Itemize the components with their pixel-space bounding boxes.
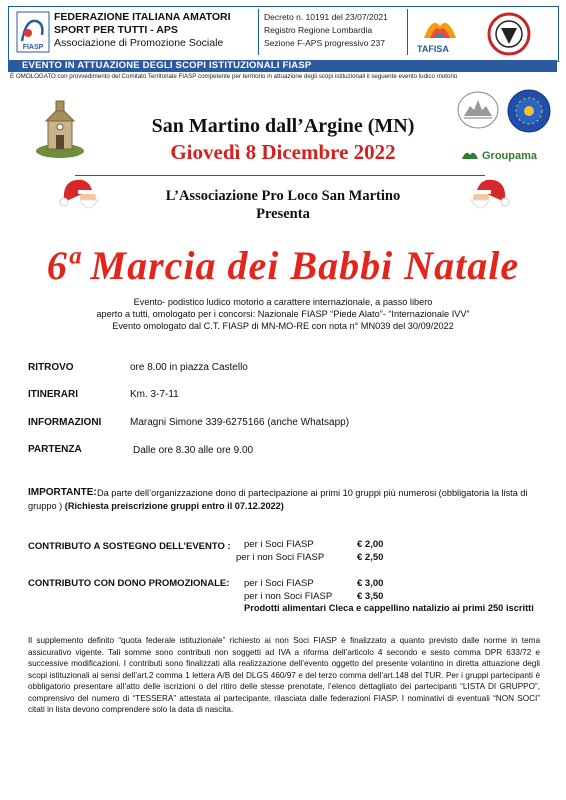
detail-label: PARTENZA [28, 444, 82, 455]
omologato-note: È OMOLOGATO con provvedimento del Comitato Territoriale FIASP competente per territorio in attuazione degli scopi istituzionali il seguente evento ludico motorio [10, 73, 458, 80]
event-title: 6ª Marcia dei Babbi Natale [46, 243, 520, 288]
detail-label: RITROVO [28, 362, 74, 373]
price-who: per i non Soci FIASP [236, 552, 325, 563]
decree-line: Registro Regione Lombardia [264, 25, 373, 35]
gift-note: Prodotti alimentari Cleca e cappellino natalizio ai primi 250 iscritti [244, 603, 534, 613]
tafisa-logo [420, 12, 460, 44]
detail-value: ore 8.00 in piazza Castello [130, 362, 248, 373]
fine-print: Il supplemento definito “quota federale istituzionale” richiesto ai non Soci FIASP è finalizzato a quanto previsto dalle norme in tema assicurativo vigente. Tali somme sono contributi non soggetti ad IVA a riforma dell’articolo 4 secondo e sesto comma DPR 633/72 e successive modificazioni. I contributi sono finalizzati alla realizzazione dell’evento oggetto del presente volantino in diretta attuazione degli scopi istituzionali ai sensi dell’art.2 comma 1 lettera A/B del DLGS 460/97 e del terzo comma dell’art.148 del TUR. Per i gruppi partecipanti è obbligatorio presentare all’atto delle iscrizioni o del ritiro delle stesse prenotate, l’elenco dettagliato dei partecipanti “LISTA DI GRUPPO”, comprensivo del numero di “TESSERA” attestata al partecipante, rilasciata dalle federazioni FIASP. I nominativi di eventuali “NON SOCI” citati in lista devono comprendere solo la data di nascita. [28, 636, 540, 714]
description-line: Evento omologato dal C.T. FIASP di MN-MO-RE con nota n° MN039 del 30/09/2022 [112, 321, 454, 331]
important-deadline: (Richiesta preiscrizione gruppi entro il 07.12.2022) [64, 501, 284, 511]
divider [75, 175, 485, 176]
european-seal-icon [506, 88, 552, 134]
decree-line: Sezione F-APS progressivo 237 [264, 38, 385, 48]
federation-type: Associazione di Promozione Sociale [54, 37, 224, 49]
gift-contribution-label: CONTRIBUTO CON DONO PROMOZIONALE: [28, 578, 230, 589]
federation-badge [487, 12, 531, 56]
detail-value: Km. 3-7-11 [130, 389, 179, 400]
detail-label: INFORMAZIONI [28, 417, 102, 428]
event-town: San Martino dall’Argine (MN) [151, 115, 415, 137]
description-line: Evento- podistico ludico motorio a carattere internazionale, a passo libero [133, 297, 433, 307]
federation-name: FEDERAZIONE ITALIANA AMATORI [54, 11, 231, 23]
organizer: L’Associazione Pro Loco San Martino [165, 188, 401, 204]
decree-line: Decreto n. 10191 del 23/07/2021 [264, 12, 388, 22]
detail-value: Maragni Simone 339-6275166 (anche Whatsapp) [130, 417, 350, 428]
tafisa-label: TAFISA [417, 44, 449, 54]
important-label: IMPORTANTE: [28, 487, 97, 498]
price-amount: € 3,50 [357, 591, 384, 602]
fiasp-logo-text: FIASP [22, 44, 44, 51]
federation-subtitle: SPORT PER TUTTI - APS [54, 24, 178, 36]
presents-label: Presenta [256, 206, 310, 222]
important-text: Da parte dell’organizzazione dono di partecipazione ai primi 10 gruppi più numerosi (obbligatoria la lista di [97, 488, 528, 498]
detail-value: Dalle ore 8.30 alle ore 9.00 [133, 445, 254, 456]
price-who: per i Soci FIASP [244, 578, 314, 589]
detail-label: ITINERARI [28, 389, 78, 400]
price-who: per i Soci FIASP [244, 539, 314, 550]
price-amount: € 2,50 [357, 552, 384, 563]
description-line: aperto a tutti, omologato per i concorsi: Nazionale FIASP “Piede Alato”- “Internazionale IVV” [96, 309, 470, 319]
important-text-cont: gruppo ) [28, 501, 63, 511]
price-amount: € 2,00 [357, 539, 384, 550]
price-amount: € 3,00 [357, 578, 384, 589]
event-banner: EVENTO IN ATTUAZIONE DEGLI SCOPI ISTITUZIONALI FIASP [8, 60, 557, 72]
town-seal-icon [456, 90, 500, 130]
groupama-logo [460, 147, 552, 163]
price-who: per i non Soci FIASP [244, 591, 333, 602]
sponsor-name: Groupama [482, 150, 538, 162]
support-contribution-label: CONTRIBUTO A SOSTEGNO DELL’EVENTO : [28, 541, 231, 552]
important-text [28, 500, 284, 513]
fiasp-logo [16, 11, 50, 53]
event-date: Giovedì 8 Dicembre 2022 [170, 140, 396, 164]
